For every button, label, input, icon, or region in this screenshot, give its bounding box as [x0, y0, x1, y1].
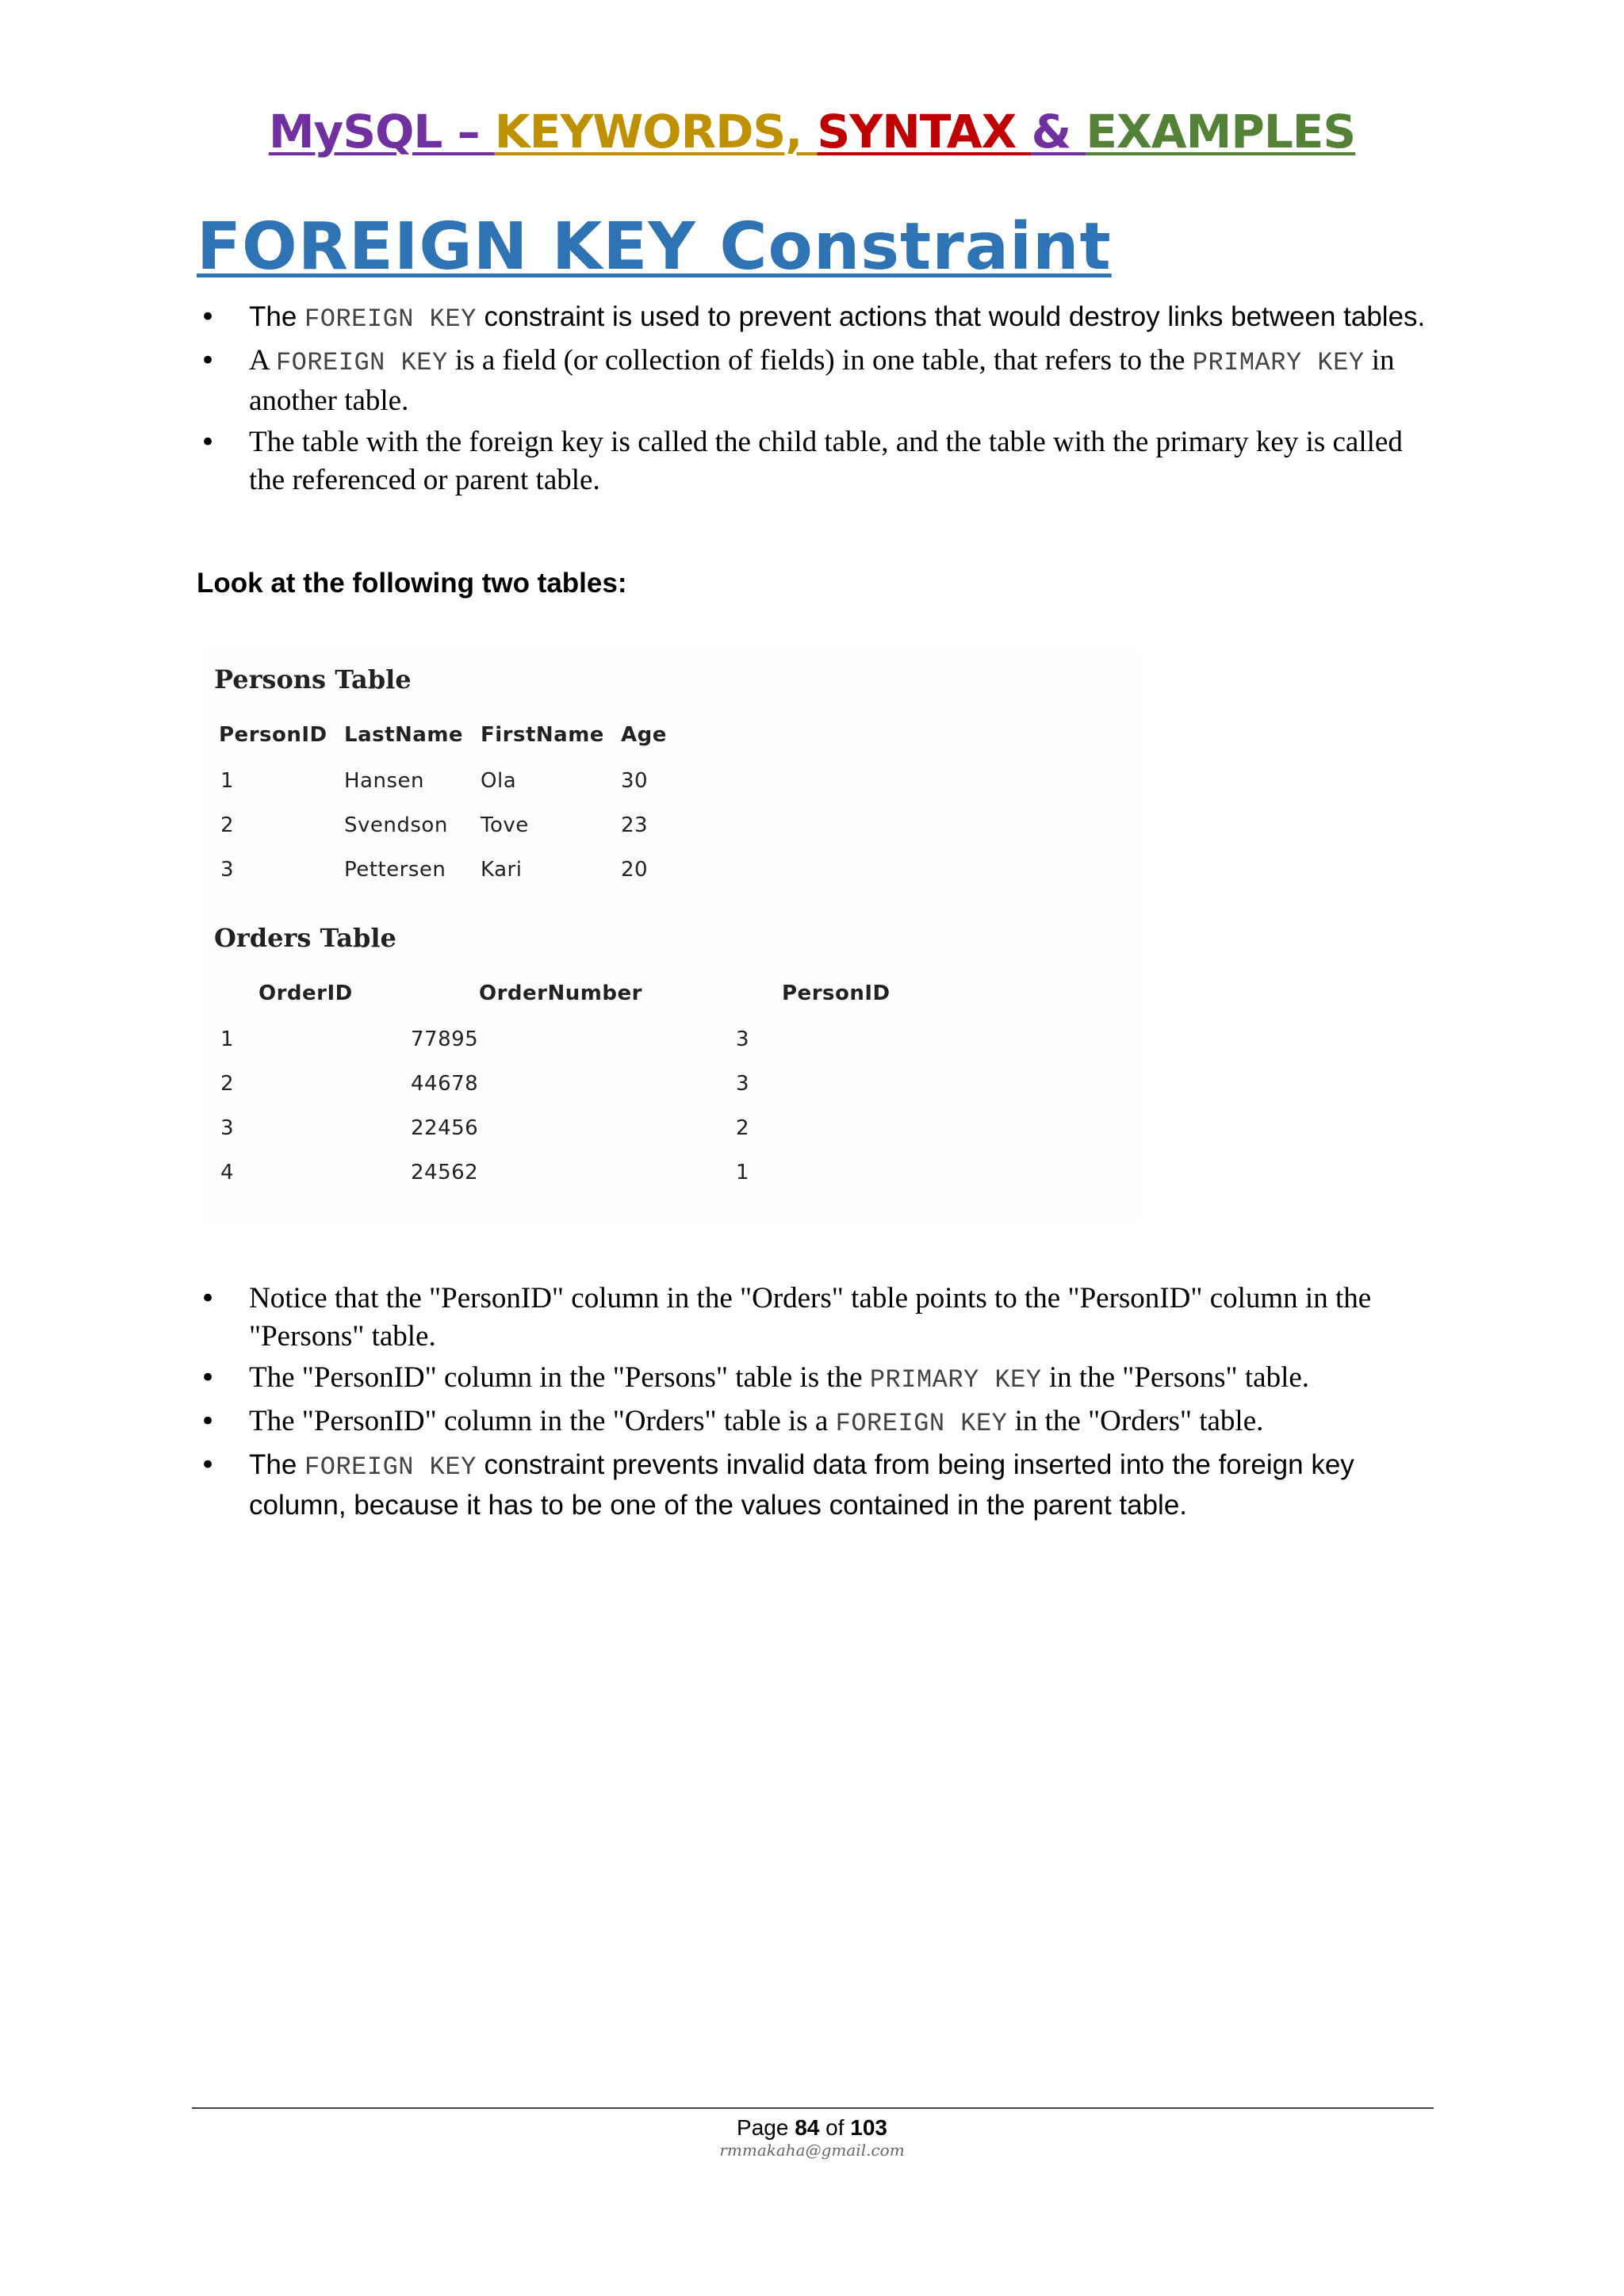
persons-table-title: Persons Table — [214, 664, 412, 695]
orders-header-ordernumber: OrderNumber — [479, 982, 642, 1005]
orders-cell: 77895 — [411, 1027, 479, 1051]
persons-cell: Hansen — [344, 769, 424, 793]
orders-cell: 1 — [736, 1161, 750, 1184]
intro-bullet-3: • The table with the foreign key is called the child table, and the table with the primary key is called the referenced or parent table. — [200, 423, 1437, 499]
persons-cell: 3 — [220, 858, 235, 882]
text: is a field (or collection of fields) in one table, that refers to the — [447, 344, 1193, 377]
text: constraint is used to prevent actions that would destroy links between tables. — [476, 301, 1426, 332]
orders-cell: 3 — [736, 1027, 750, 1051]
persons-cell: Ola — [481, 769, 517, 793]
text: in the "Orders" table. — [1007, 1405, 1264, 1437]
code-term: FOREIGN KEY — [304, 1452, 477, 1482]
header-examples: EXAMPLES — [1086, 105, 1356, 159]
code-term: FOREIGN KEY — [275, 348, 448, 377]
persons-cell: 23 — [621, 813, 649, 837]
text: in the "Persons" table. — [1041, 1361, 1310, 1394]
persons-cell: Svendson — [344, 813, 448, 837]
code-term: PRIMARY KEY — [869, 1365, 1042, 1395]
notice-bullet-4 — [200, 1446, 1437, 1525]
persons-cell: Kari — [481, 858, 523, 882]
of-label: of — [819, 2115, 851, 2140]
code-term: FOREIGN KEY — [304, 304, 477, 334]
persons-cell: 2 — [220, 813, 235, 837]
text: The — [249, 1449, 305, 1480]
orders-header-orderid: OrderID — [259, 982, 353, 1005]
current-page: 84 — [795, 2115, 820, 2140]
notice-bullet-list — [200, 1280, 1437, 1528]
look-at-heading: Look at the following two tables: — [197, 568, 627, 599]
orders-cell: 3 — [220, 1116, 235, 1140]
header-syntax: SYNTAX — [817, 105, 1032, 159]
orders-header-personid: PersonID — [782, 982, 891, 1005]
text: The "PersonID" column in the "Orders" table is a — [249, 1405, 836, 1437]
text: The — [249, 301, 305, 332]
orders-cell: 1 — [220, 1027, 235, 1051]
orders-cell: 2 — [220, 1072, 235, 1096]
code-term: PRIMARY KEY — [1192, 348, 1365, 377]
persons-header-personid: PersonID — [219, 723, 327, 747]
orders-cell: 2 — [736, 1116, 750, 1140]
persons-cell: 20 — [621, 858, 649, 882]
persons-header-firstname: FirstName — [481, 723, 604, 747]
text: A — [249, 344, 276, 377]
section-title: FOREIGN KEY Constraint — [197, 209, 1112, 285]
tables-figure — [203, 650, 1139, 1221]
notice-bullet-2 — [200, 1359, 1437, 1399]
intro-bullet-list — [200, 298, 1437, 503]
header-keywords: KEYWORDS, — [494, 105, 818, 159]
code-term: FOREIGN KEY — [835, 1409, 1008, 1438]
orders-cell: 44678 — [411, 1072, 479, 1096]
text: constraint prevents invalid data from being inserted into the foreign key column, because it has to be one of the values contained in the parent table. — [249, 1449, 1354, 1521]
persons-header-lastname: LastName — [344, 723, 464, 747]
text: The "PersonID" column in the "Persons" table is the — [249, 1361, 870, 1394]
header-ampersand: & — [1031, 105, 1086, 159]
orders-cell: 3 — [736, 1072, 750, 1096]
page-label: Page — [737, 2115, 795, 2140]
header-mysql: MySQL – — [268, 105, 495, 159]
orders-cell: 24562 — [411, 1161, 479, 1184]
orders-table-title: Orders Table — [214, 923, 396, 953]
notice-bullet-3 — [200, 1402, 1437, 1443]
text: in another table. — [249, 344, 1395, 417]
orders-cell: 22456 — [411, 1116, 479, 1140]
intro-bullet-1 — [200, 298, 1437, 339]
persons-header-age: Age — [621, 723, 667, 747]
persons-cell: Tove — [481, 813, 529, 837]
notice-bullet-1: • Notice that the "PersonID" column in the "Orders" table points to the "PersonID" column in the "Persons" table. — [200, 1280, 1437, 1356]
orders-cell: 4 — [220, 1161, 235, 1184]
total-pages: 103 — [850, 2115, 887, 2140]
footer-divider — [192, 2107, 1434, 2109]
document-header — [0, 101, 1624, 162]
page-number — [0, 2114, 1624, 2142]
intro-bullet-2 — [200, 342, 1437, 420]
persons-cell: 30 — [621, 769, 649, 793]
persons-cell: 1 — [220, 769, 235, 793]
persons-cell: Pettersen — [344, 858, 446, 882]
footer-email: rmmakaha@gmail.com — [719, 2141, 905, 2160]
